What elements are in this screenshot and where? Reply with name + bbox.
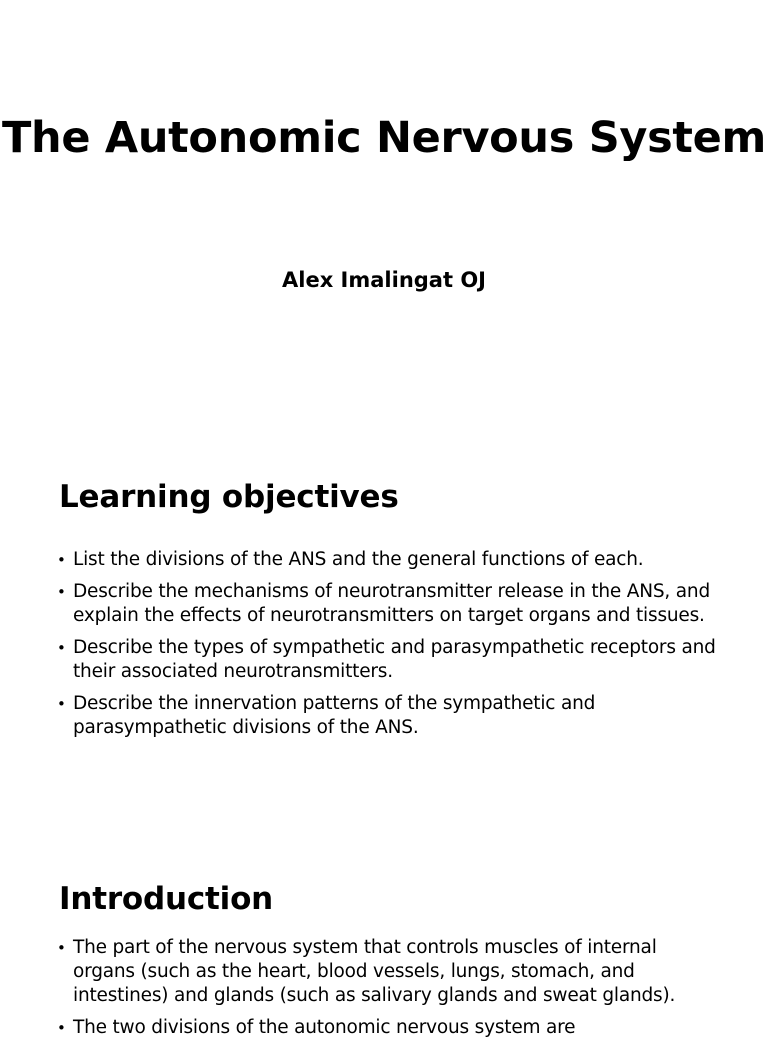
- objective-text: Describe the innervation patterns of the sympathetic and parasympathetic divisions of the ANS.: [73, 693, 596, 738]
- intro-list: [57, 936, 717, 1048]
- objective-text: Describe the types of sympathetic and parasympathetic receptors and their associated neurotransmitters.: [73, 637, 716, 682]
- intro-slide: [0, 864, 768, 1038]
- bullet-icon: •: [57, 551, 66, 569]
- title-slide: [0, 0, 768, 432]
- objectives-list: [57, 548, 717, 748]
- objective-text: Describe the mechanisms of neurotransmitter release in the ANS, and explain the effects of neurotransmitters on target organs and tissues.: [73, 581, 710, 626]
- objective-text: List the divisions of the ANS and the general functions of each.: [73, 549, 644, 570]
- objectives-heading: Learning objectives: [59, 479, 399, 515]
- list-item: [57, 636, 717, 684]
- bullet-icon: •: [57, 1019, 66, 1037]
- intro-text: The two divisions of the autonomic nervous system are: [73, 1017, 576, 1038]
- list-item: [57, 1016, 717, 1040]
- deck-author: Alex Imalingat OJ: [282, 268, 486, 292]
- list-item: [57, 580, 717, 628]
- bullet-icon: •: [57, 583, 66, 601]
- intro-text: The part of the nervous system that controls muscles of internal organs (such as the heart, blood vessels, lungs, stomach, and intestines) and glands (such as salivary glands and sweat glands).: [73, 937, 676, 1006]
- objectives-slide: [0, 432, 768, 864]
- intro-heading: Introduction: [59, 881, 274, 917]
- list-item: [57, 936, 717, 1008]
- deck-title: The Autonomic Nervous System: [1, 113, 767, 163]
- list-item: [57, 548, 717, 572]
- bullet-icon: •: [57, 939, 66, 957]
- bullet-icon: •: [57, 639, 66, 657]
- list-item: [57, 692, 717, 740]
- bullet-icon: •: [57, 695, 66, 713]
